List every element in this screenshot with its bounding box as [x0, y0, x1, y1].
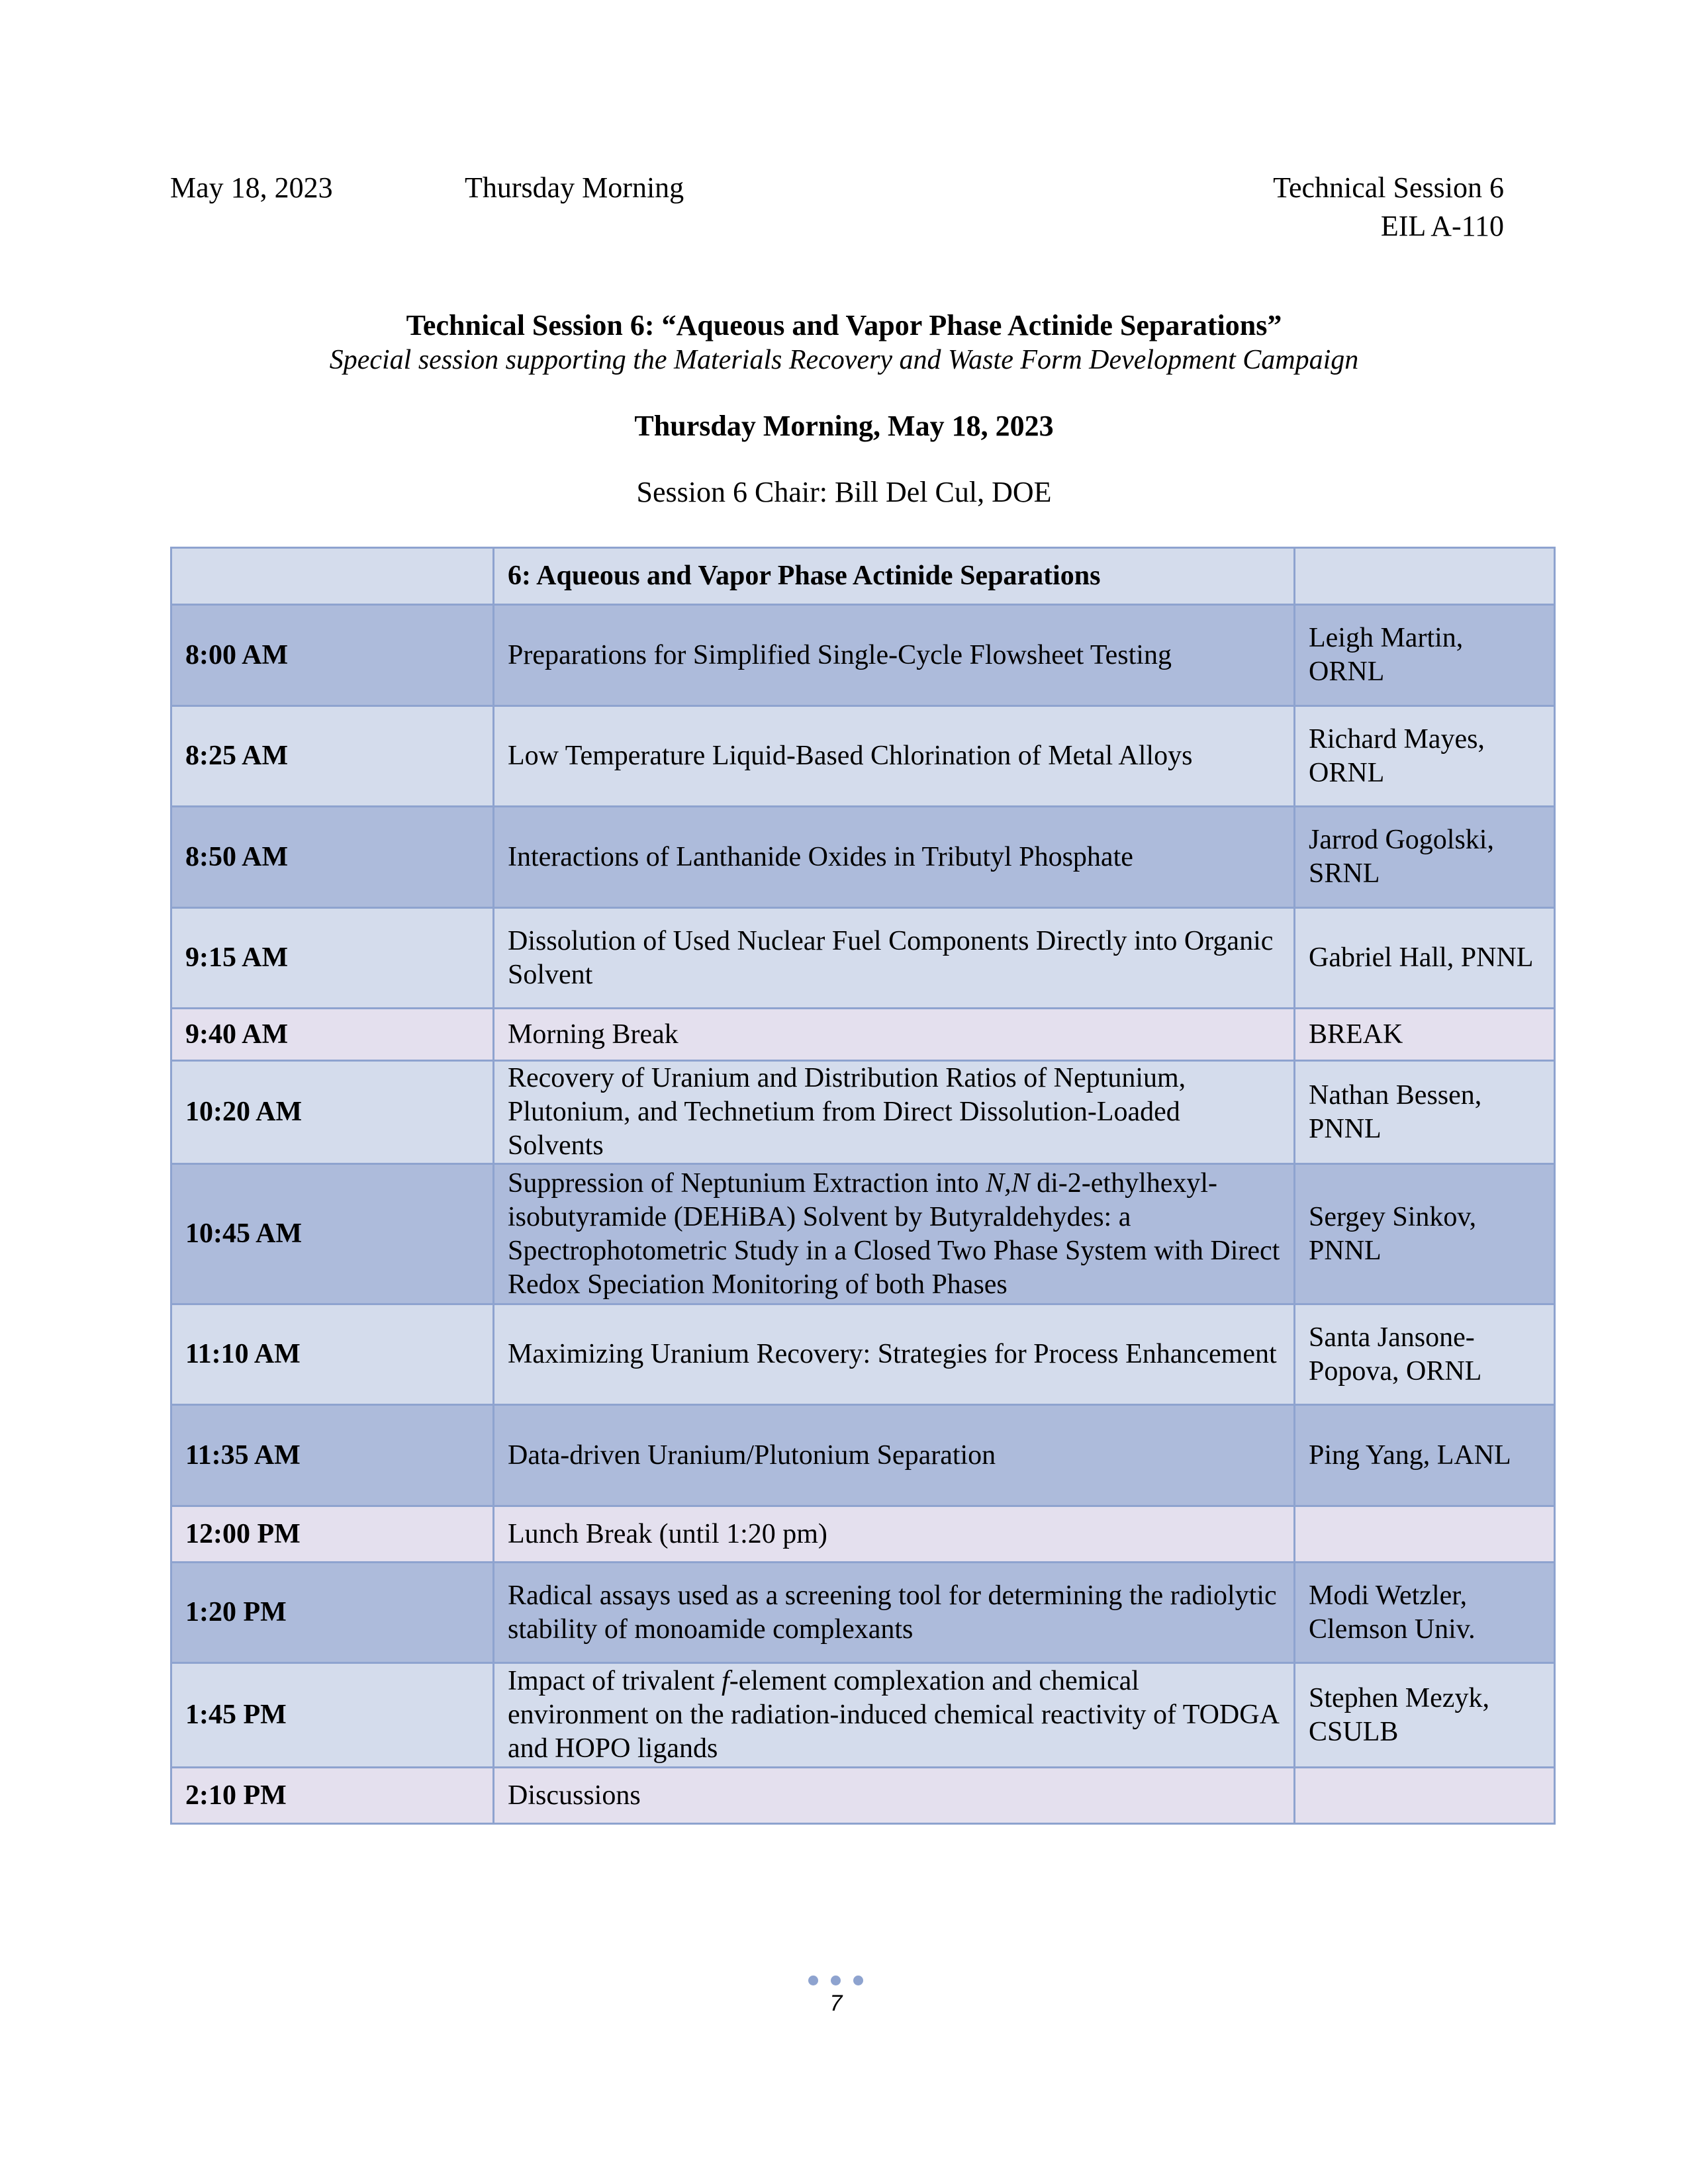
row-speaker — [1295, 1768, 1555, 1824]
table-row — [171, 1563, 1555, 1663]
table-row — [171, 706, 1555, 807]
row-time: 1:20 PM — [171, 1563, 494, 1663]
session-subtitle: Special session supporting the Materials Recovery and Waste Form Development Campaign — [329, 345, 1359, 375]
table-row-break — [171, 1768, 1555, 1824]
row-time: 1:45 PM — [171, 1663, 494, 1768]
header-room: EIL A-110 — [1380, 210, 1504, 242]
table-row — [171, 1164, 1555, 1304]
row-title — [494, 1663, 1295, 1768]
row-time: 8:25 AM — [171, 706, 494, 807]
row-time: 8:50 AM — [171, 807, 494, 908]
row-title-text: Impact of trivalent — [508, 1666, 722, 1696]
row-title-text: Suppression of Neptunium Extraction into — [508, 1167, 986, 1199]
row-title: Recovery of Uranium and Distribution Ratios of Neptunium, Plutonium, and Technetium from Direct Dissolution-Loaded Solvents — [494, 1061, 1295, 1164]
row-title-italic: f — [722, 1666, 729, 1696]
table-heading: 6: Aqueous and Vapor Phase Actinide Separations — [494, 548, 1295, 605]
row-time: 8:00 AM — [171, 605, 494, 706]
row-speaker: Ping Yang, LANL — [1295, 1405, 1555, 1506]
row-speaker: BREAK — [1295, 1009, 1555, 1061]
table-row-break — [171, 1009, 1555, 1061]
row-title — [494, 1164, 1295, 1304]
row-title-italic: N,N — [986, 1167, 1030, 1199]
table-row-break — [171, 1506, 1555, 1563]
row-speaker: Leigh Martin, ORNL — [1295, 605, 1555, 706]
schedule-table — [170, 547, 1556, 1825]
row-title: Morning Break — [494, 1009, 1295, 1061]
row-time: 9:15 AM — [171, 908, 494, 1009]
row-time: 11:35 AM — [171, 1405, 494, 1506]
page-number: 7 — [829, 1991, 843, 2016]
row-speaker: Gabriel Hall, PNNL — [1295, 908, 1555, 1009]
header-date: May 18, 2023 — [170, 171, 333, 204]
row-title: Maximizing Uranium Recovery: Strategies for Process Enhancement — [494, 1304, 1295, 1405]
header-speaker-cell — [1295, 548, 1555, 605]
header-time-cell — [171, 548, 494, 605]
table-row — [171, 807, 1555, 908]
row-title: Lunch Break (until 1:20 pm) — [494, 1506, 1295, 1563]
row-speaker: Modi Wetzler, Clemson Univ. — [1295, 1563, 1555, 1663]
row-speaker: Nathan Bessen, PNNL — [1295, 1061, 1555, 1164]
row-speaker: Jarrod Gogolski, SRNL — [1295, 807, 1555, 908]
row-time: 10:20 AM — [171, 1061, 494, 1164]
row-time: 10:45 AM — [171, 1164, 494, 1304]
header-session: Technical Session 6 — [1273, 171, 1504, 204]
dot-ornament — [808, 1976, 818, 1985]
table-row — [171, 1663, 1555, 1768]
row-speaker: Santa Jansone-Popova, ORNL — [1295, 1304, 1555, 1405]
row-title: Dissolution of Used Nuclear Fuel Components Directly into Organic Solvent — [494, 908, 1295, 1009]
row-speaker: Stephen Mezyk, CSULB — [1295, 1663, 1555, 1768]
row-title: Discussions — [494, 1768, 1295, 1824]
row-title-text: di-2-ethylhexyl-isobutyramide (DEHiBA) Solvent by Butyraldehydes: a Spectrophotometric Study in a Closed Two Phase System with Direct Redox Speciation Monitoring of both Phases — [508, 1167, 1280, 1300]
footer-dots-ornament — [808, 1976, 864, 1986]
row-time: 11:10 AM — [171, 1304, 494, 1405]
dot-ornament — [831, 1976, 841, 1985]
row-time: 12:00 PM — [171, 1506, 494, 1563]
table-row — [171, 605, 1555, 706]
row-title: Radical assays used as a screening tool for determining the radiolytic stability of monoamide complexants — [494, 1563, 1295, 1663]
dot-ornament — [853, 1976, 863, 1985]
table-row — [171, 908, 1555, 1009]
table-row — [171, 1405, 1555, 1506]
row-time: 9:40 AM — [171, 1009, 494, 1061]
table-row — [171, 1304, 1555, 1405]
header-day-part: Thursday Morning — [465, 171, 684, 204]
row-title: Low Temperature Liquid-Based Chlorination of Metal Alloys — [494, 706, 1295, 807]
session-title: Technical Session 6: “Aqueous and Vapor Phase Actinide Separations” — [406, 309, 1282, 341]
session-chair: Session 6 Chair: Bill Del Cul, DOE — [636, 476, 1052, 508]
row-title-text: -element complexation and chemical environment on the radiation-induced chemical reactivity of TODGA and HOPO ligands — [508, 1666, 1278, 1764]
session-date-line: Thursday Morning, May 18, 2023 — [634, 410, 1054, 442]
row-speaker: Richard Mayes, ORNL — [1295, 706, 1555, 807]
table-row — [171, 1061, 1555, 1164]
row-time: 2:10 PM — [171, 1768, 494, 1824]
row-title: Interactions of Lanthanide Oxides in Tributyl Phosphate — [494, 807, 1295, 908]
row-speaker — [1295, 1506, 1555, 1563]
row-title: Data-driven Uranium/Plutonium Separation — [494, 1405, 1295, 1506]
table-header-row — [171, 548, 1555, 605]
row-title: Preparations for Simplified Single-Cycle Flowsheet Testing — [494, 605, 1295, 706]
row-speaker: Sergey Sinkov, PNNL — [1295, 1164, 1555, 1304]
